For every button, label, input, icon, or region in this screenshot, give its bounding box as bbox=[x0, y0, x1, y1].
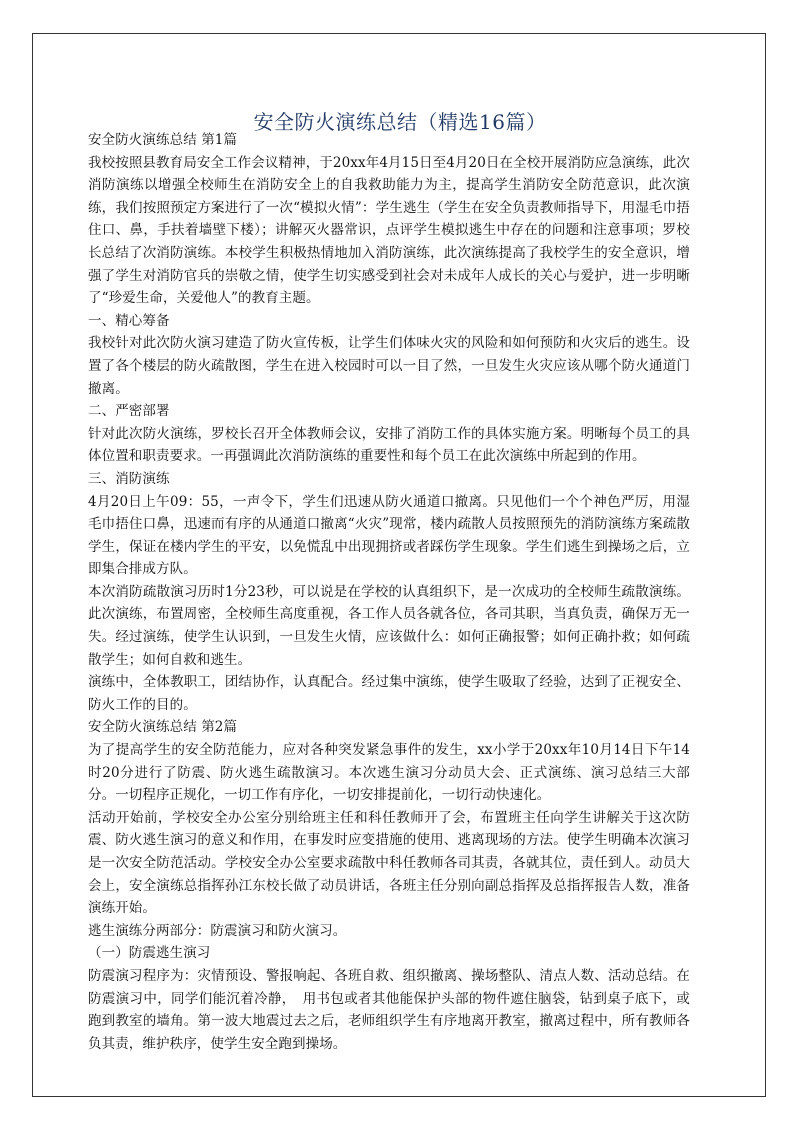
section-heading: 三、消防演练 bbox=[88, 470, 170, 487]
document-body bbox=[88, 129, 690, 1055]
section-heading: 安全防火演练总结 第2篇 bbox=[88, 719, 238, 736]
document-title: 安全防火演练总结（精选16篇） bbox=[253, 110, 547, 134]
paragraph: 为了提高学生的安全防范能力，应对各种突发紧急事件的发生，xx小学于20xx年10月14日下午14时20分进行了防震、防火逃生疏散演习。本次逃生演习分动员大会、正式演练、演习总结三大部分。一切程序正规化，一切工作有序化，一切安排提前化，一切行动快速化。 bbox=[88, 742, 690, 804]
paragraph: 针对此次防火演练，罗校长召开全体教师会议，安排了消防工作的具体实施方案。明晰每个员工的具体位置和职责要求。一再强调此次消防演练的重要性和每个员工在此次演练中所起到的作用。 bbox=[88, 425, 690, 465]
paragraph: 本次消防疏散演习历时1分23秒，可以说是在学校的认真组织下，是一次成功的全校师生疏散演练。此次演练，布置周密，全校师生高度重视，各工作人员各就各位，各司其职，当真负责，确保万无一失。经过演练，使学生认识到，一旦发生火情，应该做什么：如何正确报警；如何正确扑救；如何疏散学生；如何自救和逃生。 bbox=[88, 583, 690, 668]
paragraph: 防震演习程序为：灾情预设、警报响起、各班自救、组织撤离、操场整队、清点人数、活动总结。在防震演习中，同学们能沉着冷静， 用书包或者其他能保护头部的物件遮住脑袋，钻到桌子底下，或跑到教室的墙角。第一波大地震过去之后，老师组织学生有序地离开教室，撤离过程中，所有教师各负其责，维护秩序，使学生安全跑到操场。 bbox=[88, 967, 690, 1052]
section-heading: 一、精心筹备 bbox=[88, 312, 170, 329]
paragraph: 我校按照县教育局安全工作会议精神，于20xx年4月15日至4月20日在全校开展消防应急演练，此次消防演练以增强全校师生在消防安全上的自我救助能力为主，提高学生消防安全防范意识，此次演练，我们按照预定方案进行了一次“模拟火情”：学生逃生（学生在安全负责教师指导下，用湿毛巾捂住口、鼻，手扶着墙壁下楼）；讲解灭火器常识，点评学生模拟逃生中存在的问题和注意事项；罗校长总结了次消防演练。本校学生积极热情地加入消防演练，此次演练提高了我校学生的安全意识，增强了学生对消防官兵的崇敬之情，使学生切实感受到社会对未成年人成长的关心与爱护，进一步明晰了“珍爱生命，关爱他人”的教育主题。 bbox=[88, 154, 690, 307]
paragraph: 逃生演练分两部分：防震演习和防火演习。 bbox=[88, 922, 347, 939]
paragraph: 我校针对此次防火演习建造了防火宣传板，让学生们体味火灾的风险和如何预防和火灾后的逃生。设置了各个楼层的防火疏散图，学生在进入校园时可以一目了然，一旦发生火灾应该从哪个防火通道门撤离。 bbox=[88, 335, 690, 397]
section-heading: 安全防火演练总结 第1篇 bbox=[88, 132, 238, 148]
paragraph: 演练中，全体教职工，团结协作，认真配合。经过集中演练，使学生吸取了经验，达到了正视安全、防火工作的目的。 bbox=[88, 674, 690, 713]
section-heading: 二、严密部署 bbox=[88, 403, 170, 420]
section-heading: （一）防震逃生演习 bbox=[88, 945, 211, 962]
paragraph: 4月20日上午09：55，一声令下，学生们迅速从防火通道口撤离。只见他们一个个神色严厉，用湿毛巾捂住口鼻，迅速而有序的从通道口撤离“火灾”现常，楼内疏散人员按照预先的消防演练方案疏散学生，保证在楼内学生的平安，以免慌乱中出现拥挤或者踩伤学生现象。学生们逃生到操场之后，立即集合排成方队。 bbox=[88, 493, 690, 578]
paragraph: 活动开始前，学校安全办公室分别给班主任和科任教师开了会，布置班主任向学生讲解关于这次防震、防火逃生演习的意义和作用，在事发时应变措施的使用、逃离现场的方法。使学生明确本次演习是一次安全防范活动。学校安全办公室要求疏散中科任教师各司其责，各就其位，责任到人。动员大会上，安全演练总指挥孙江东校长做了动员讲话，各班主任分别向副总指挥及总指挥报告人数，准备演练开始。 bbox=[88, 809, 690, 917]
